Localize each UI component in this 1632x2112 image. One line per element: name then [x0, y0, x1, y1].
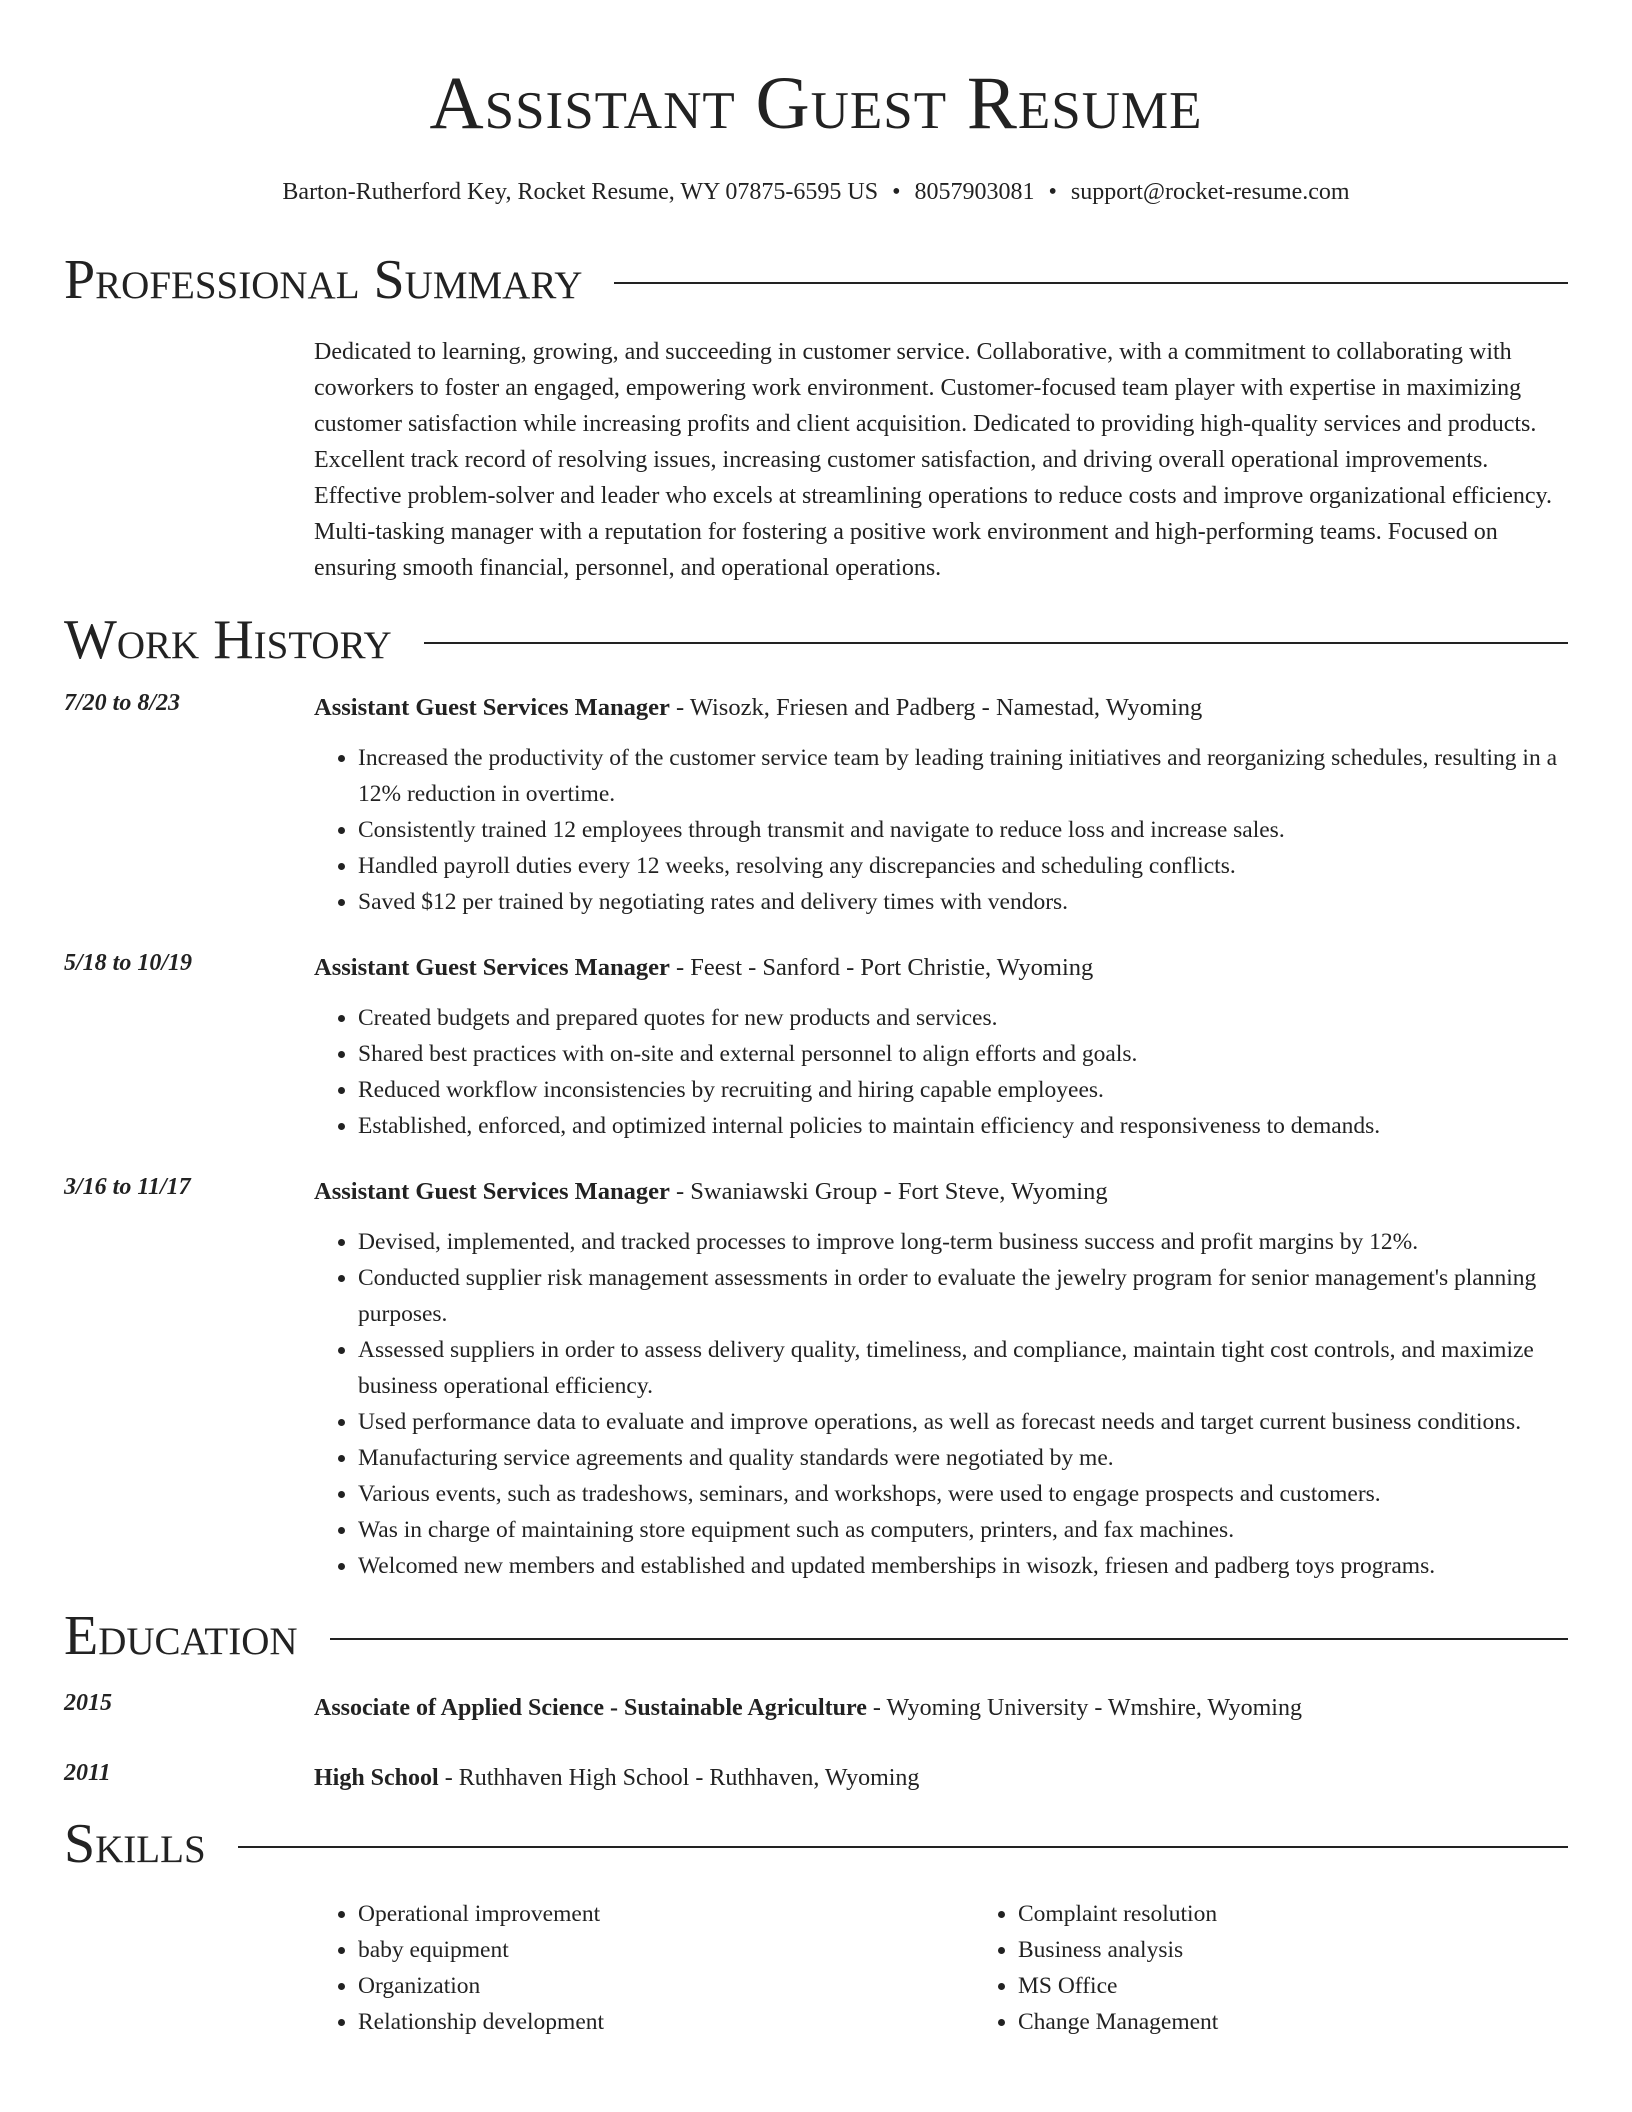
job-bullet: • Welcomed new members and established and updated memberships in wisozk, friesen and padberg toys programs. — [358, 1548, 1568, 1584]
job-bullet: • Manufacturing service agreements and quality standards were negotiated by me. — [358, 1440, 1568, 1476]
job-bullet: • Established, enforced, and optimized internal policies to maintain efficiency and responsiveness to demands. — [358, 1108, 1568, 1144]
contact-address: Barton-Rutherford Key, Rocket Resume, WY 07875-6595 US — [282, 179, 879, 205]
job-bullet: • Devised, implemented, and tracked processes to improve long-term business success and profit margins by 12%. — [358, 1224, 1568, 1260]
contact-line — [64, 179, 1568, 206]
contact-separator: • — [1048, 179, 1057, 205]
job-title: Assistant Guest Services Manager — [314, 1178, 670, 1205]
job-bullet: • Assessed suppliers in order to assess delivery quality, timeliness, and compliance, maintain tight cost controls, and maximize business operational efficiency. — [358, 1332, 1568, 1404]
education-year: 2011 — [64, 1760, 111, 1786]
summary-section-header — [64, 249, 1568, 311]
job-dates: 7/20 to 8/23 — [64, 690, 181, 716]
skill-item: • Complaint resolution — [1018, 1896, 1632, 1932]
job-entry — [64, 1174, 1568, 1584]
skills-columns — [314, 1896, 1632, 2040]
contact-email: support@rocket-resume.com — [1070, 179, 1350, 205]
job-bullet: • Conducted supplier risk management assessments in order to evaluate the jewelry program for senior management's planning purposes. — [358, 1260, 1568, 1332]
section-divider — [330, 1638, 1568, 1640]
work-heading: Work History — [64, 609, 392, 671]
job-bullet: • Was in charge of maintaining store equipment such as computers, printers, and fax machines. — [358, 1512, 1568, 1548]
summary-section — [64, 334, 1568, 586]
education-section-header — [64, 1605, 1568, 1667]
education-degree: High School — [314, 1765, 439, 1791]
education-header — [314, 1690, 1568, 1726]
job-dates: 3/16 to 11/17 — [64, 1174, 191, 1200]
section-divider — [238, 1846, 1568, 1848]
job-bullets — [314, 1224, 1568, 1584]
job-header — [314, 1174, 1568, 1210]
job-title: Assistant Guest Services Manager — [314, 694, 670, 721]
contact-phone: 8057903081 — [914, 179, 1035, 205]
education-details: - Ruthhaven High School - Ruthhaven, Wyoming — [438, 1765, 920, 1791]
skill-item: • baby equipment — [358, 1932, 974, 1968]
job-header — [314, 690, 1568, 726]
job-details: - Wisozk, Friesen and Padberg - Namestad, Wyoming — [669, 694, 1203, 721]
skill-item: • MS Office — [1018, 1968, 1632, 2004]
skills-left-spacer — [64, 1896, 314, 2040]
skill-item: • Change Management — [1018, 2004, 1632, 2040]
job-title: Assistant Guest Services Manager — [314, 954, 670, 981]
job-details: - Feest - Sanford - Port Christie, Wyoming — [669, 954, 1094, 981]
education-degree: Associate of Applied Science - Sustainable Agriculture — [314, 1695, 867, 1721]
education-year: 2015 — [64, 1690, 112, 1716]
summary-left-spacer — [64, 334, 314, 586]
skill-item: • Organization — [358, 1968, 974, 2004]
job-entry — [64, 950, 1568, 1144]
job-bullet: • Used performance data to evaluate and improve operations, as well as forecast needs and target current business conditions. — [358, 1404, 1568, 1440]
job-bullet: • Saved $12 per trained by negotiating rates and delivery times with vendors. — [358, 884, 1568, 920]
job-bullets — [314, 740, 1568, 920]
summary-text: Dedicated to learning, growing, and succeeding in customer service. Collaborative, with a commitment to collaborating with coworkers to foster an engaged, empowering work environment. Customer-focused team player with expertise in maximizing customer satisfaction while increasing profits and client acquisition. Dedicated to providing high-quality services and products. Excellent track record of resolving issues, increasing customer satisfaction, and driving overall operational improvements. Effective problem-solver and leader who excels at streamlining operations to reduce costs and improve organizational efficiency. Multi-tasking manager with a reputation for fostering a positive work environment and high-performing teams. Focused on ensuring smooth financial, personnel, and operational operations. — [314, 339, 1552, 581]
skill-item: • Relationship development — [358, 2004, 974, 2040]
job-dates: 5/18 to 10/19 — [64, 950, 193, 976]
job-bullet: • Various events, such as tradeshows, seminars, and workshops, were used to engage prospects and customers. — [358, 1476, 1568, 1512]
education-entry — [64, 1690, 1568, 1726]
summary-heading: Professional Summary — [64, 249, 583, 311]
skills-list-left — [314, 1896, 974, 2040]
skill-item: • Business analysis — [1018, 1932, 1632, 1968]
work-section-header — [64, 609, 1568, 671]
skills-section-header — [64, 1813, 1568, 1875]
section-divider — [614, 282, 1568, 284]
skills-heading: Skills — [64, 1813, 206, 1875]
job-bullet: • Increased the productivity of the customer service team by leading training initiatives and reorganizing schedules, resulting in a 12% reduction in overtime. — [358, 740, 1568, 812]
skill-item: • Operational improvement — [358, 1896, 974, 1932]
job-bullets — [314, 1000, 1568, 1144]
resume-title: Assistant Guest Resume — [429, 62, 1203, 145]
section-divider — [424, 642, 1568, 644]
education-entry — [64, 1760, 1568, 1796]
education-details: - Wyoming University - Wmshire, Wyoming — [866, 1695, 1302, 1721]
job-bullet: • Created budgets and prepared quotes for new products and services. — [358, 1000, 1568, 1036]
job-details: - Swaniawski Group - Fort Steve, Wyoming — [669, 1178, 1108, 1205]
education-heading: Education — [64, 1605, 298, 1667]
job-header — [314, 950, 1568, 986]
job-bullet: • Shared best practices with on-site and external personnel to align efforts and goals. — [358, 1036, 1568, 1072]
job-bullet: • Reduced workflow inconsistencies by recruiting and hiring capable employees. — [358, 1072, 1568, 1108]
job-bullet: • Handled payroll duties every 12 weeks, resolving any discrepancies and scheduling conflicts. — [358, 848, 1568, 884]
contact-separator: • — [892, 179, 901, 205]
job-entry — [64, 690, 1568, 920]
skills-section — [64, 1896, 1568, 2040]
education-header — [314, 1760, 1568, 1796]
job-bullet: • Consistently trained 12 employees through transmit and navigate to reduce loss and increase sales. — [358, 812, 1568, 848]
skills-list-right — [974, 1896, 1632, 2040]
